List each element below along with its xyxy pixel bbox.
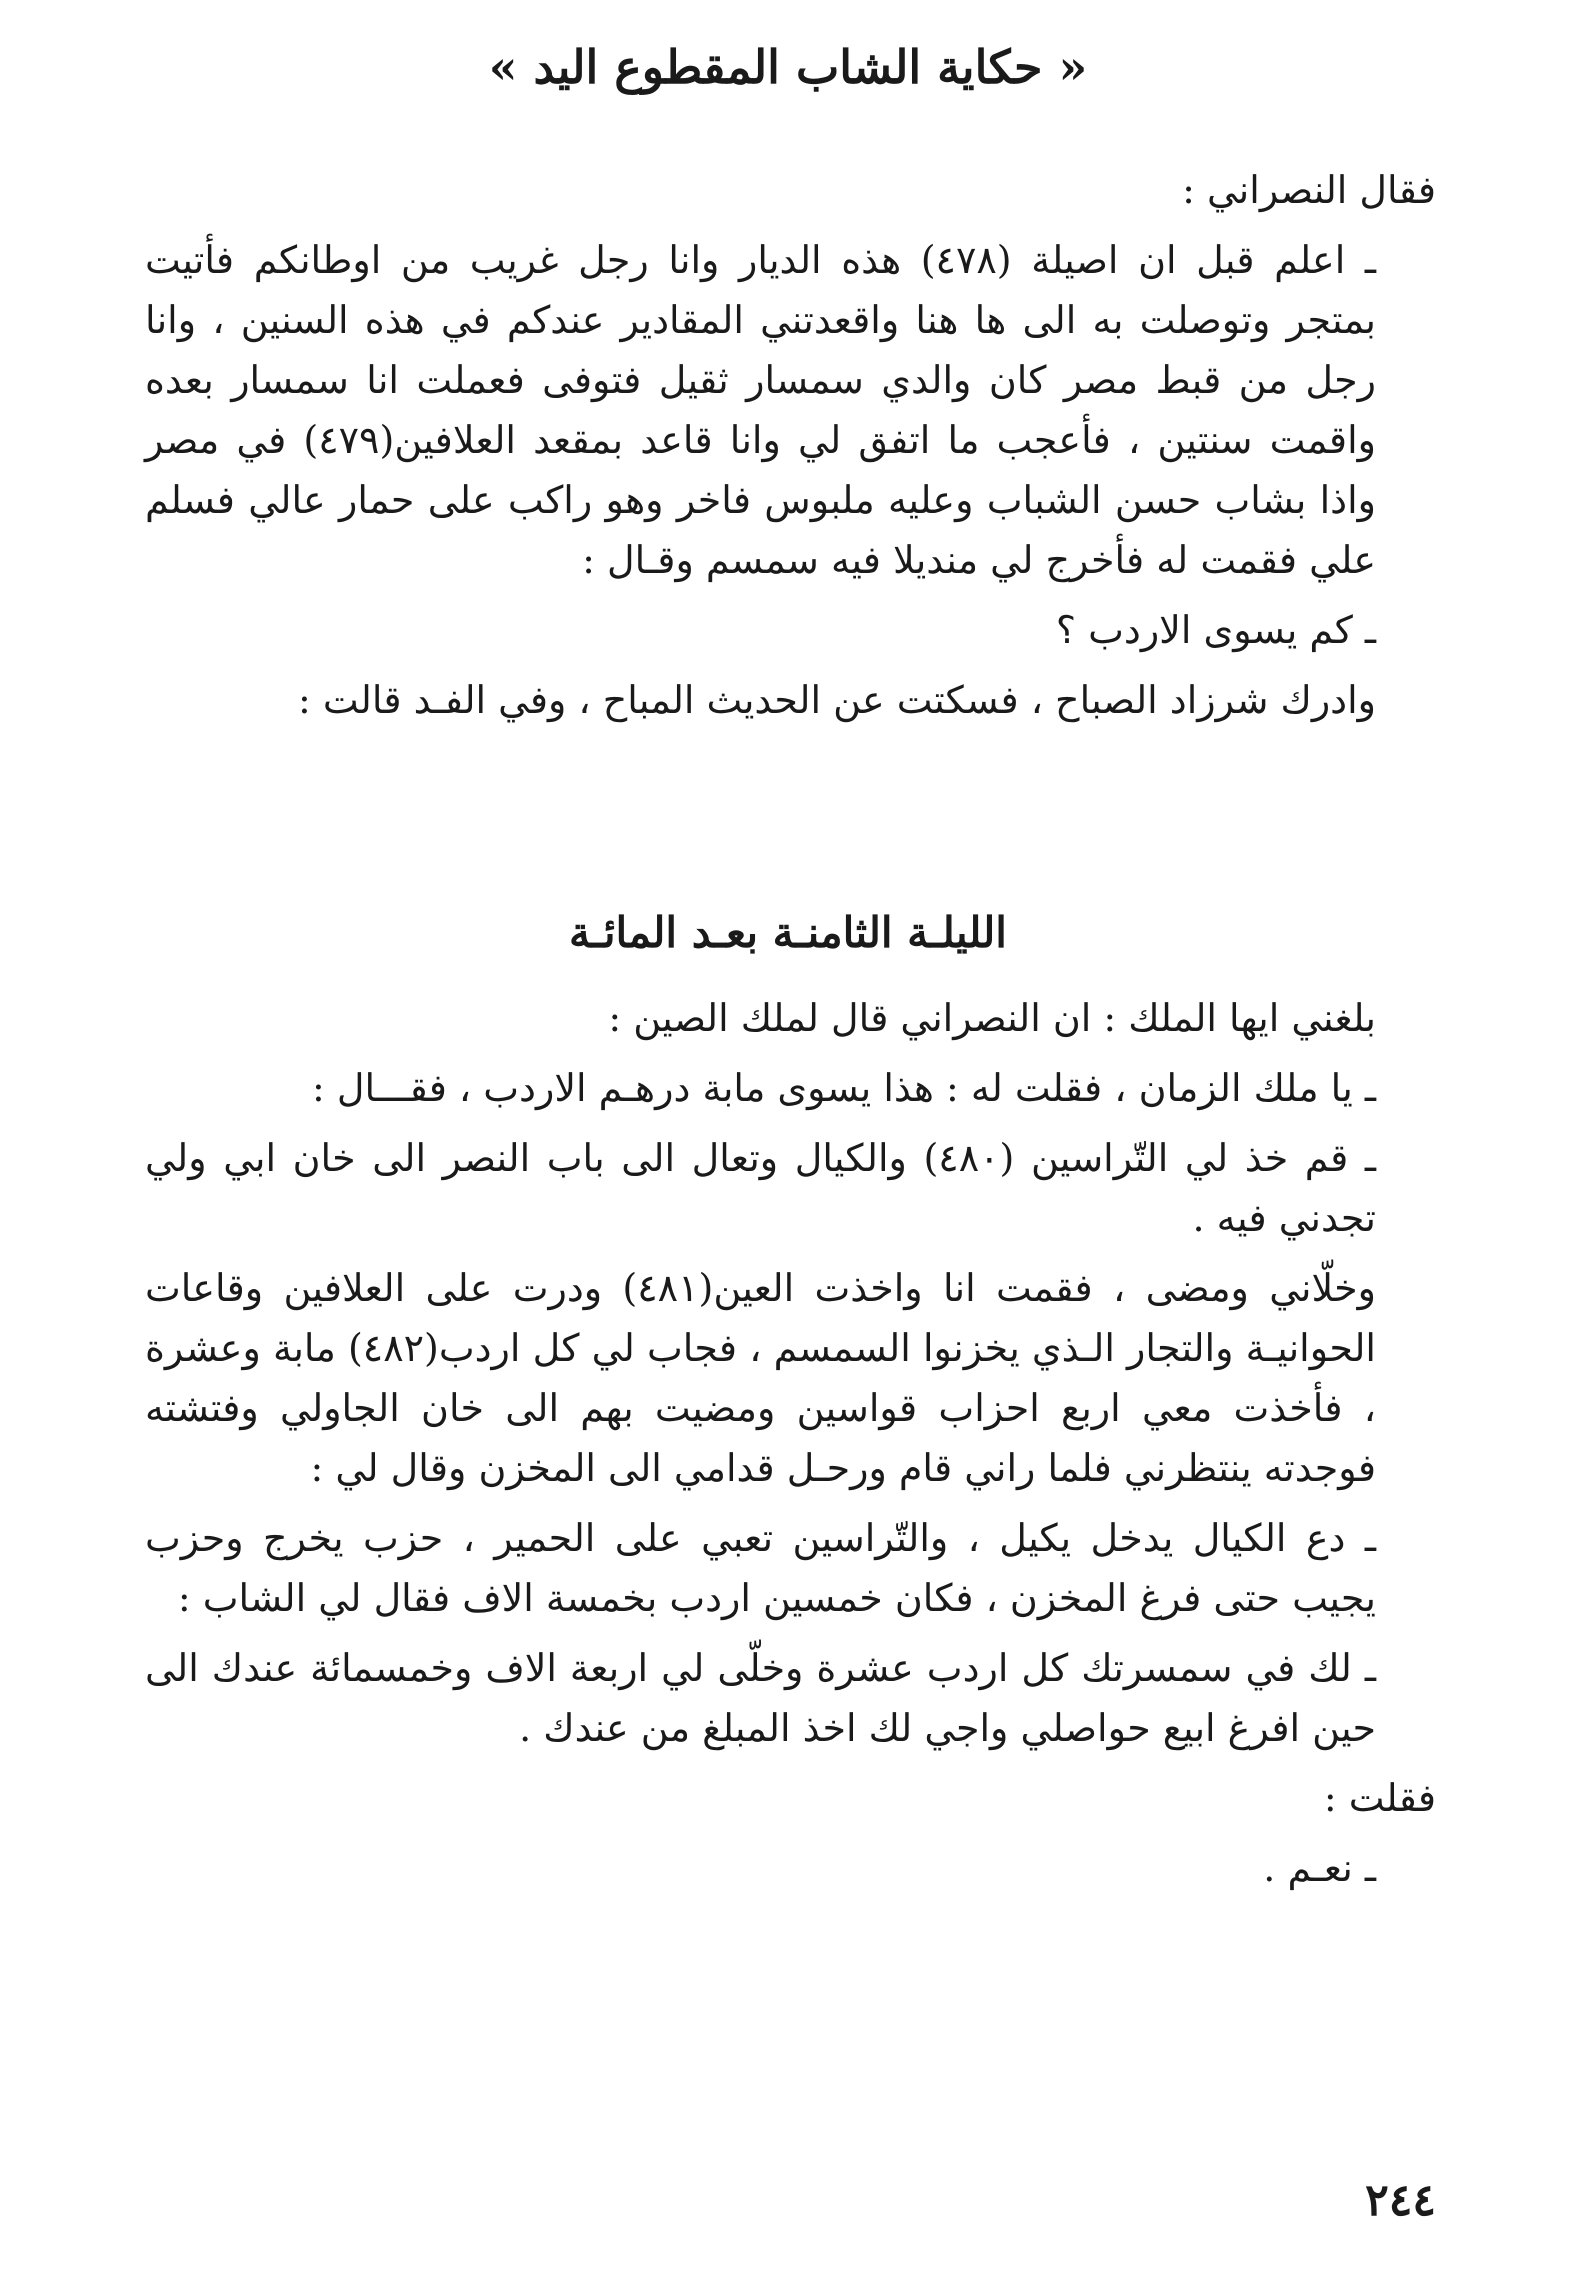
paragraph: ـ يا ملك الزمان ، فقلت له : هذا يسوى مابة درهـم الاردب ، فقـــال : xyxy=(312,1066,1376,1110)
story-text-block-2 xyxy=(145,988,1436,1908)
story-text-block-1 xyxy=(145,160,1436,740)
paragraph: فقال النصراني : xyxy=(1182,168,1436,212)
paragraph: ـ دع الكيال يدخل يكيل ، والتّراسين تعبي على الحمير ، حزب يخرج وحزب يجيب حتى فرغ المخزن ، فكان خمسين اردب بخمسة الاف فقال لي الشاب : xyxy=(145,1516,1376,1620)
chapter-title: « حكاية الشاب المقطوع اليد » xyxy=(488,40,1088,94)
section-title: الليلـة الثامنـة بعـد المائـة xyxy=(569,908,1007,957)
paragraph: وادرك شرزاد الصباح ، فسكتت عن الحديث المباح ، وفي الفـد قالت : xyxy=(298,678,1376,722)
paragraph: ـ اعلم قبل ان اصيلة (٤٧٨) هذه الديار وانا رجل غريب من اوطانكم فأتيت بمتجر وتوصلت به الى ها هنا واقعدتني المقادير عندكم في هذه السنين ، وانا رجل من قبط مصر كان والدي سمسار ثقيل فتوفى فعملت انا سمسار بعده واقمت سنتين ، فأعجب ما اتفق لي وانا قاعد بمقعد العلافين(٤٧٩) في مصر واذا بشاب حسن الشباب وعليه ملبوس فاخر وهو راكب على حمار عالي فسلم علي فقمت له فأخرج لي منديلا فيه سمسم وقـال : xyxy=(145,238,1376,582)
paragraph: ـ لك في سمسرتك كل اردب عشرة وخلّى لي اربعة الاف وخمسمائة عندك الى حين افرغ ابيع حواصلي واجي لك اخذ المبلغ من عندك . xyxy=(145,1646,1376,1750)
paragraph: فقلت : xyxy=(1323,1776,1436,1820)
paragraph: ـ كم يسوى الاردب ؟ xyxy=(1055,608,1376,652)
paragraph: ـ نعـم . xyxy=(1263,1846,1376,1890)
paragraph: وخلّاني ومضى ، فقمت انا واخذت العين(٤٨١) ودرت على العلافين وقاعات الحوانيـة والتجار الـذي يخزنوا السمسم ، فجاب لي كل اردب(٤٨٢) مابة وعشرة ، فأخذت معي اربع احزاب قواسين ومضيت بهم الى خان الجاولي وفتشته فوجدته ينتظرني فلما راني قام ورحـل قدامي الى المخزن وقال لي : xyxy=(145,1266,1376,1490)
paragraph: ـ قم خذ لي التّراسين (٤٨٠) والكيال وتعال الى باب النصر الى خان ابي ولي تجدني فيه . xyxy=(145,1136,1376,1240)
page-number: ٢٤٤ xyxy=(1365,2175,1436,2226)
paragraph: بلغني ايها الملك : ان النصراني قال لملك الصين : xyxy=(608,996,1376,1040)
